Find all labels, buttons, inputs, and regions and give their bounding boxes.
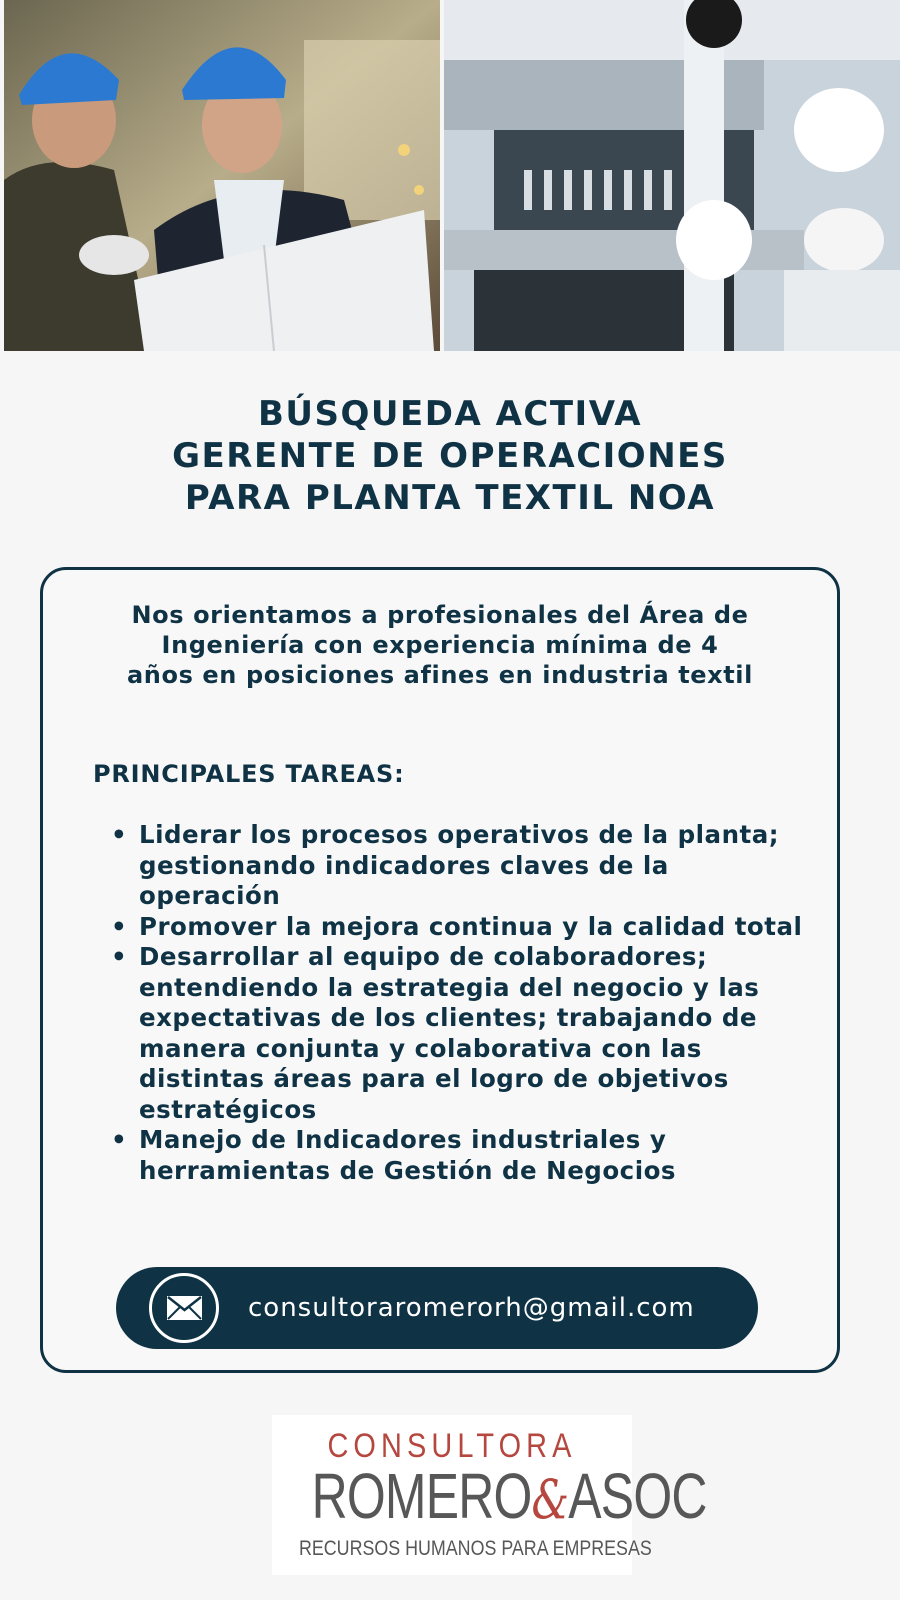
logo-ampersand: & (531, 1468, 569, 1531)
tasks-list (111, 820, 819, 1186)
logo-name-right: ASOC (568, 1460, 707, 1532)
intro-line-1: Nos orientamos a profesionales del Área de (131, 601, 749, 629)
headline (0, 393, 900, 519)
logo-main-text (311, 1459, 707, 1533)
task-item: • Desarrollar al equipo de colaboradores; entendiendo la estrategia del negocio y las expectativas de los clientes; trabajando de manera conjunta y colaborativa con las distintas áreas para el logro de objetivos estratégicos (139, 942, 819, 1125)
envelope-icon (149, 1273, 219, 1343)
logo-subtitle: RECURSOS HUMANOS PARA EMPRESAS (299, 1537, 652, 1560)
email-address-link[interactable]: consultoraromerorh@gmail.com (248, 1293, 695, 1323)
engineers-photo (4, 0, 440, 351)
task-item: • Promover la mejora continua y la calidad total (139, 912, 819, 943)
logo-name-left: ROMERO (311, 1460, 532, 1532)
logo-top-text: CONSULTORA (327, 1427, 577, 1465)
company-logo (272, 1415, 707, 1575)
textile-machine-photo (444, 0, 900, 351)
headline-line-3: PARA PLANTA TEXTIL NOA (184, 478, 716, 518)
header-photos (0, 0, 900, 351)
task-item: • Liderar los procesos operativos de la planta; gestionando indicadores claves de la operación (139, 820, 819, 912)
tasks-title: PRINCIPALES TAREAS: (93, 760, 405, 788)
task-item: • Manejo de Indicadores industriales y herramientas de Gestión de Negocios (139, 1125, 819, 1186)
email-contact-button[interactable] (116, 1267, 758, 1349)
headline-line-2: GERENTE DE OPERACIONES (172, 436, 728, 476)
headline-line-1: BÚSQUEDA ACTIVA (257, 394, 643, 434)
intro-line-3: años en posiciones afines en industria textil (127, 661, 753, 689)
job-description-card (40, 567, 840, 1373)
intro-line-2: Ingeniería con experiencia mínima de 4 (161, 631, 719, 659)
intro-text (43, 600, 837, 690)
